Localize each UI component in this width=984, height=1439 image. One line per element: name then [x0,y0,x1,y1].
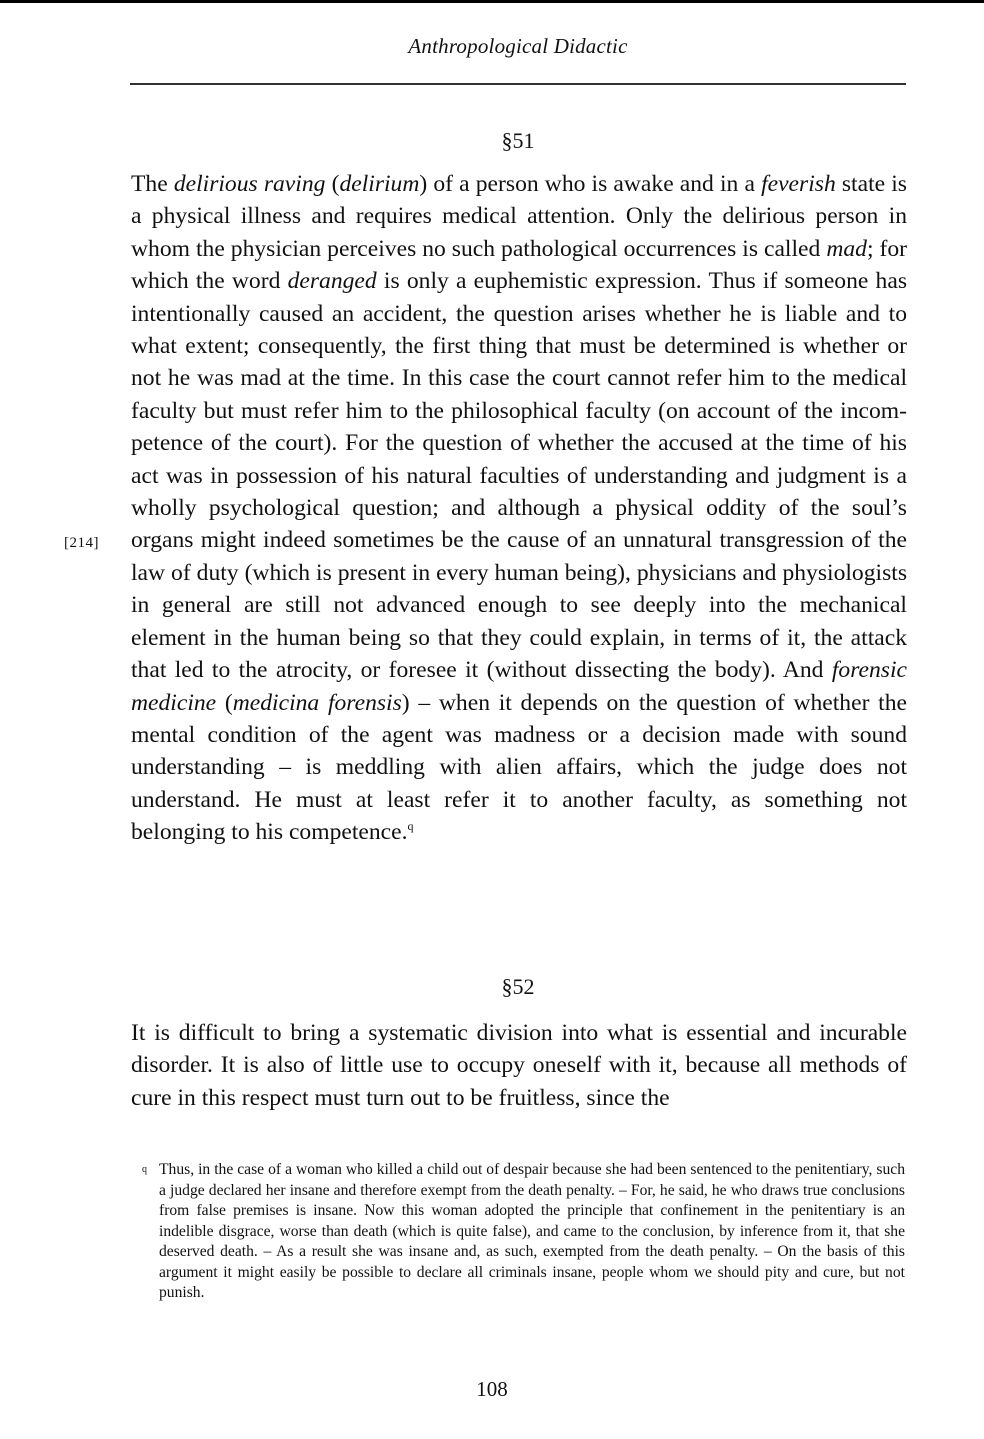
italic-term: delirious raving [173,171,326,197]
footnote [142,1160,905,1304]
italic-term: forensic medicine [131,657,907,716]
running-head: Anthropological Didactic [408,34,628,58]
footnote-text: Thus, in the case of a woman who killed a child out of despair because she had been sentenced to the penitentiary, such a judge declared her insane and therefore exempt from the death penalty. – For, he said, he who draws true conclusions from false premises is insane. Now this woman adopted the principle that confinement in the penitentiary is an indelible disgrace, worse than death (which is quite false), and came to the conclusion, by inference from it, that she deserved death. – As a result she was insane and, as such, exempted from the death penalty. – On the basis of this argument it might easily be possible to declare all criminals insane, people whom we should pity and cure, but not punish. [159,1161,905,1301]
italic-term: medicina forensis [232,689,402,716]
italic-term: delirium [339,171,420,197]
margin-page-marker: [214] [64,535,99,551]
page-top-border [0,0,984,3]
italic-term: mad [826,235,867,262]
header-rule [130,83,906,85]
footnote-mark: q [142,1164,147,1175]
section-heading-51: §51 [501,128,535,153]
page-number: 108 [476,1377,508,1401]
text-run: ; for which the word [131,235,908,295]
italic-term: deranged [287,268,377,295]
section-52-paragraph: It is difficult to bring a systematic division into what is essential and incurable disorder. It is also of little use to occupy oneself with it, because all methods of cure in this respect must turn out to be fruitless, since the [131,1020,907,1111]
text-run: ( [325,171,340,197]
text-run: The [131,171,174,197]
text-run: ) of a person who is awake and in a [419,171,762,197]
footnote-reference[interactable]: q [407,819,414,834]
italic-term: feverish [761,171,836,197]
section-heading-52: §52 [501,974,535,999]
text-run: state is a physical illness and requires medical attention. Only the delirious person in whom the physician perceives no such pathological occurrences is called [131,171,907,262]
text-run: is only a euphemistic expression. Thus if someone has intentionally caused an accident, the question arises whether he is liable and to what extent; consequently, the first thing that must be determined is whether or not he was mad at the time. In this case the court cannot refer him to the medical faculty but must refer him to the philosophical faculty (on account of the incompetence of the court). For the question of whether the accused at the time of his act was in possession of his natural faculties of understanding and judgment is a wholly psychological question; and although a physical oddity of the soul’s organs might indeed sometimes be the cause of an unnatural transgression of the law of duty (which is present in every human being), physicians and physiologists in general are still not advanced enough to see deeply into the mechanical element in the human being so that they could explain, in terms of it, the attack that led to the atrocity, or foresee it (without dissecting the body). And [131,268,908,684]
section-51-paragraph [131,168,907,849]
text-run: ( [216,689,233,716]
text-run: ) – when it depends on the question of whether the mental condition of the agent was madness or a decision made with sound understanding – is meddling with alien affairs, which the judge does not understand. He must at least refer it to another faculty, as something not belonging to his competence. [131,689,907,846]
